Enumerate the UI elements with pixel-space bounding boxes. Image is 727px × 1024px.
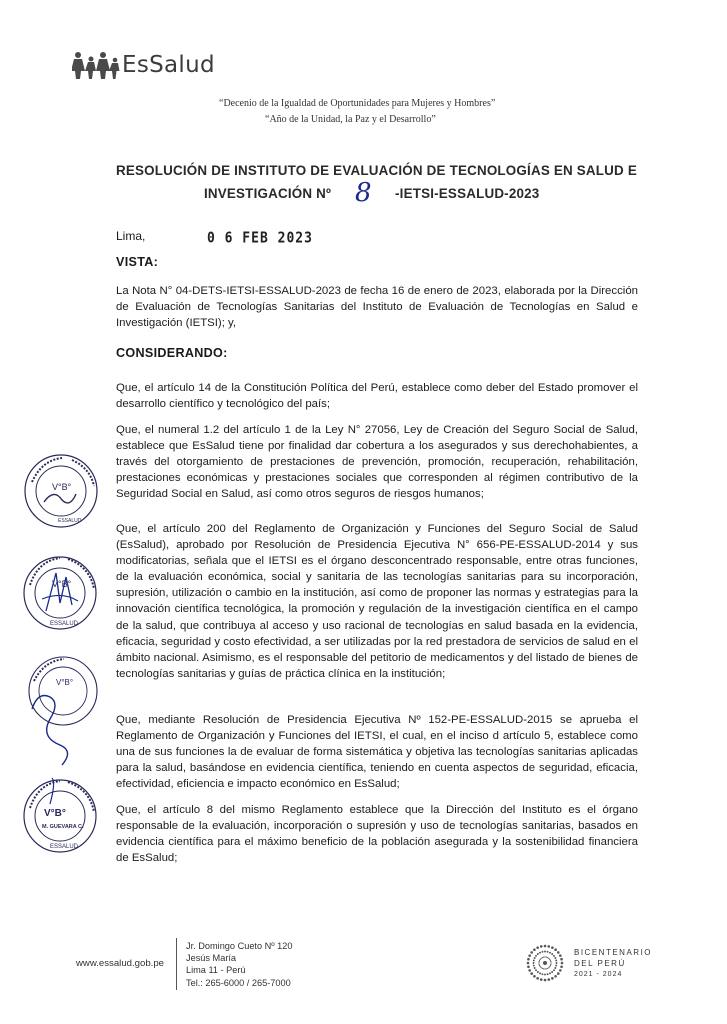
approval-stamp-2	[20, 553, 100, 633]
emblem-dot	[543, 968, 544, 969]
emblem-dot	[550, 964, 551, 965]
emblem-dot	[546, 957, 547, 958]
svg-text:V°B°: V°B°	[52, 579, 72, 589]
emblem-dot	[528, 969, 531, 972]
emblem-dot	[547, 957, 548, 958]
considerando-paragraph: Que, mediante Resolución de Presidencia Ejecutiva Nº 152-PE-ESSALUD-2015 se aprueba el Reglamento de Organización y Funciones del IETSI, el cual, en el inciso d artículo 5, establece como una de sus funciones la de evaluar de forma sistemática y objetiva las tecnologías sanitarias aplicadas para la salud, basándose en evidencia científica, teniendo en cuenta aspectos de seguridad, eficacia, efectividad, eficiencia e impacto económico en EsSalud;	[116, 714, 638, 791]
emblem-dot	[554, 957, 556, 959]
emblem-dot	[550, 965, 551, 966]
emblem-dot	[550, 961, 551, 962]
svg-text:ESSALUD: ESSALUD	[50, 621, 79, 627]
stamp-name-text: M. GUEVARA C.	[42, 824, 84, 830]
emblem-dot	[541, 958, 542, 959]
emblem-dot	[557, 951, 560, 954]
date-stamp: 0 6 FEB 2023	[207, 229, 313, 248]
considerando-paragraph: Que, el artículo 14 de la Constitución Política del Perú, establece como deber del Estado promover el desarrollo científico y tecnológico del país;	[116, 382, 638, 411]
emblem-dot	[540, 959, 541, 960]
address-line: Jesús María	[186, 953, 237, 964]
svg-text:V°B°: V°B°	[44, 808, 66, 819]
emblem-dot	[548, 967, 549, 968]
emblem-dot	[541, 973, 543, 975]
emblem-dot	[539, 960, 540, 961]
emblem-dot	[530, 972, 533, 975]
emblem-dot	[543, 957, 544, 958]
bicentenario-logo	[522, 940, 652, 986]
emblem-dot	[536, 977, 539, 980]
svg-text:V°B°: V°B°	[56, 678, 74, 687]
emblem-dot	[547, 951, 549, 953]
emblem-dot	[528, 954, 531, 957]
emblem-dot	[539, 965, 540, 966]
emblem-dot	[557, 972, 560, 975]
emblem-dot	[533, 975, 536, 978]
address-line: Lima 11 - Perú	[186, 965, 246, 976]
emblem-dot	[551, 946, 554, 949]
footer-website: www.essalud.gob.pe	[76, 958, 164, 969]
emblem-dot	[549, 959, 550, 960]
vista-paragraph: La Nota N° 04-DETS-IETSI-ESSALUD-2023 de fecha 16 de enero de 2023, elaborada por la Dirección de Evaluación de Tecnologías Sanitarias del Instituto de Evaluación de Tecnologías en Salud e Investigación (IETSI); y,	[116, 285, 638, 330]
emblem-dot	[553, 969, 555, 971]
emblem-dot	[560, 965, 563, 968]
emblem-dot	[551, 977, 554, 980]
emblem-dot	[534, 967, 536, 969]
emblem-dot	[539, 961, 540, 962]
emblem-dot	[559, 954, 562, 957]
emblem-dot	[561, 962, 564, 965]
place-text: Lima,	[116, 229, 146, 243]
footer-divider	[176, 938, 177, 990]
emblem-dot	[537, 953, 539, 955]
stamp-essalud-text: ESSALUD	[58, 518, 82, 524]
stamp-vb-text: V°B°	[52, 482, 72, 492]
emblem-dot	[559, 969, 562, 972]
emblem-dot	[544, 974, 546, 976]
emblem-dot	[530, 951, 533, 954]
emblem-dot	[539, 964, 540, 965]
emblem-dot	[556, 962, 558, 964]
motto-ano: “Año de la Unidad, la Paz y el Desarrollo”	[265, 114, 436, 125]
emblem-dot	[540, 978, 543, 981]
emblem-dot	[535, 955, 537, 957]
emblem-dot	[555, 959, 557, 961]
emblem-dot	[533, 948, 536, 951]
emblem-dot	[550, 962, 551, 963]
emblem-dot	[553, 955, 555, 957]
emblem-dot	[547, 973, 549, 975]
emblem-dot	[527, 958, 530, 961]
emblem-dot	[547, 945, 550, 948]
essalud-logo	[72, 50, 215, 80]
emblem-dot	[537, 971, 539, 973]
vista-heading: VISTA:	[116, 255, 159, 269]
approval-stamp-3	[24, 655, 102, 775]
emblem-dot	[533, 962, 535, 964]
emblem-dot	[540, 966, 541, 967]
bicentenario-line1: BICENTENARIO	[574, 947, 653, 957]
emblem-dot	[542, 968, 543, 969]
address-line: Jr. Domingo Cueto Nº 120	[186, 941, 293, 951]
bicentenario-emblem-icon	[522, 940, 568, 986]
emblem-dot	[544, 979, 547, 982]
emblem-dot	[549, 972, 551, 974]
emblem-dot	[536, 946, 539, 949]
emblem-dot	[551, 953, 553, 955]
emblem-dot	[546, 968, 547, 969]
emblem-dot	[550, 960, 551, 961]
emblem-dot	[548, 958, 549, 959]
emblem-dot	[560, 958, 563, 961]
emblem-dot	[535, 969, 537, 971]
emblem-dot	[544, 951, 546, 953]
emblem-dot	[544, 945, 547, 948]
emblem-dot	[541, 951, 543, 953]
emblem-dot	[533, 965, 535, 967]
emblem-dot	[554, 967, 556, 969]
emblem-dot	[549, 952, 551, 954]
emblem-dot	[534, 957, 536, 959]
resolution-title-prefix: INVESTIGACIÓN Nº	[204, 186, 332, 201]
resolution-title-line1: RESOLUCIÓN DE INSTITUTO DE EVALUACIÓN DE TECNOLOGÍAS EN SALUD E	[116, 163, 637, 178]
family-figures-icon	[72, 50, 120, 80]
emblem-dot	[554, 975, 557, 978]
address-line: Tel.: 265-6000 / 265-7000	[186, 977, 291, 988]
emblem-dot	[554, 948, 557, 951]
bicentenario-years: 2021 - 2024	[574, 970, 623, 978]
emblem-dot	[544, 956, 545, 957]
svg-text:ESSALUD: ESSALUD	[50, 844, 79, 850]
emblem-dot	[542, 957, 543, 958]
emblem-dot	[555, 965, 557, 967]
considerando-heading: CONSIDERANDO:	[116, 346, 228, 360]
approval-stamp-1	[22, 452, 100, 530]
resolution-title-suffix: -IETSI-ESSALUD-2023	[395, 186, 540, 201]
emblem-dot	[538, 962, 539, 963]
emblem-dot	[527, 962, 530, 965]
emblem-dot	[547, 968, 548, 969]
emblem-dot	[527, 965, 530, 968]
emblem-dot	[551, 971, 553, 973]
emblem-dot	[547, 978, 550, 981]
considerando-paragraph: Que, el artículo 8 del mismo Reglamento establece que la Dirección del Instituto es el órgano responsable de la evaluación, incorporación o supresión y uso de tecnologías sanitarias, basados en evidencia científica para el máximo beneficio de la población asegurada y la sostenibilidad financiera de EsSalud;	[116, 804, 638, 865]
logo-text: EsSalud	[122, 52, 215, 78]
emblem-dot	[541, 967, 542, 968]
emblem-dot	[533, 959, 535, 961]
resolution-number-handwritten: 8	[355, 178, 372, 208]
emblem-dot	[540, 945, 543, 948]
considerando-paragraph: Que, el numeral 1.2 del artículo 1 de la Ley N° 27056, Ley de Creación del Seguro Social de Salud, establece que EsSalud tiene por finalidad dar cobertura a los asegurados y sus derechohabientes, a través del otorgamiento de prestaciones de prevención, promoción, recuperación, rehabilitación, prestaciones económicas y prestaciones sociales que corresponden al régimen contributivo de la Seguridad Social en Salud, así como otros seguros de riesgos humanos;	[116, 424, 638, 501]
bicentenario-line2: DEL PERÚ	[574, 958, 626, 968]
motto-decenio: “Decenio de la Igualdad de Oportunidades para Mujeres y Hombres”	[219, 98, 496, 109]
emblem-dot	[549, 966, 550, 967]
approval-stamp-4	[20, 776, 100, 856]
emblem-dot	[539, 972, 541, 974]
emblem-dot	[539, 952, 541, 954]
emblem-dot	[544, 968, 545, 969]
footer-address	[186, 940, 293, 989]
considerando-paragraph: Que, el artículo 200 del Reglamento de Organización y Funciones del Seguro Social de Salud (EsSalud), aprobado por Resolución de Presidencia Ejecutiva N° 656-PE-ESSALUD-2014 y sus modificatorias, señala que el IETSI es el órgano desconcentrado responsable, entre otras funciones, de la evaluación económica, social y sanitaria de las tecnologías sanitarias para su incorporación, supresión, utilización o cambio en la institución, así como de proponer las normas y estrategias para la innovación científica tecnológica, la promoción y regulación de la investigación científica en el campo de la salud, que contribuya al acceso y uso racional de tecnologías en salud basada en la evidencia, eficacia, seguridad y costo efectividad, a ser utilizadas por la red prestadora de servicios de salud en el ámbito nacional. Asimismo, es el responsable del petitorio de medicamentos y del listado de bienes de tecnologías sanitarias y guías de práctica clínica en la institución;	[116, 523, 638, 680]
